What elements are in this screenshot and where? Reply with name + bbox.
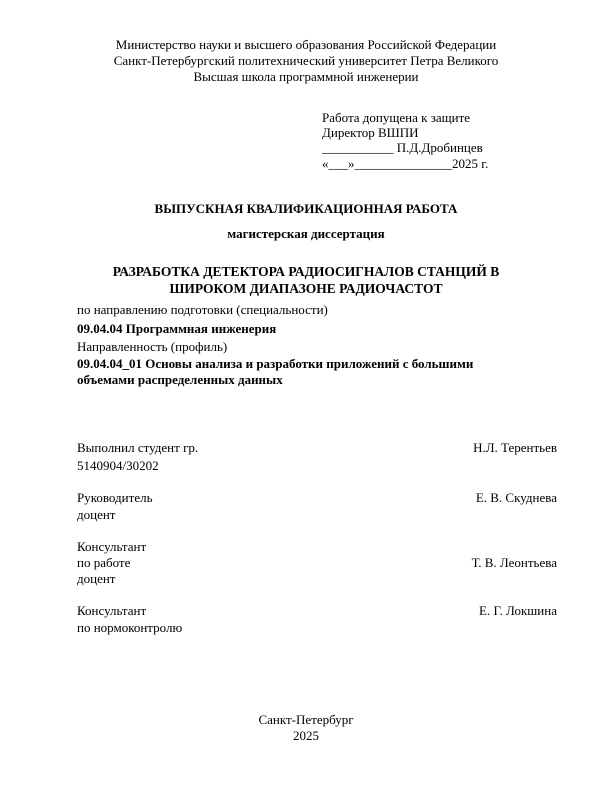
- profile-value-line-1: 09.04.04_01 Основы анализа и разработки приложений с большими: [77, 356, 474, 371]
- supervisor-role: Руководитель: [77, 490, 153, 505]
- approval-signature-line: ___________ П.Д.Дробинцев: [322, 140, 483, 155]
- normcontrol-name: Е. Г. Локшина: [479, 603, 557, 618]
- profile-value-line-2: объемами распределенных данных: [77, 372, 283, 387]
- normcontrol-role: Консультант: [77, 603, 147, 618]
- consultant-area: по работе: [77, 555, 131, 570]
- direction-label: по направлению подготовки (специальности): [77, 302, 328, 317]
- thesis-title-line-2: ШИРОКОМ ДИАПАЗОНЕ РАДИОЧАСТОТ: [169, 281, 443, 296]
- school-line: Высшая школа программной инженерии: [193, 69, 419, 84]
- approval-date-line: «___»_______________2025 г.: [322, 156, 489, 171]
- supervisor-name: Е. В. Скуднева: [475, 490, 557, 505]
- consultant-name: Т. В. Леонтьева: [471, 555, 557, 570]
- footer-city: Санкт-Петербург: [258, 712, 354, 727]
- thesis-title-line-1: РАЗРАБОТКА ДЕТЕКТОРА РАДИОСИГНАЛОВ СТАНЦИЙ В: [112, 264, 500, 279]
- ministry-line: Министерство науки и высшего образования Российской Федерации: [115, 37, 497, 52]
- student-group: 5140904/30202: [77, 458, 159, 473]
- profile-label: Направленность (профиль): [77, 339, 228, 354]
- direction-value: 09.04.04 Программная инженерия: [77, 321, 277, 336]
- approval-line-1: Работа допущена к защите: [322, 110, 471, 125]
- footer-year: 2025: [293, 728, 319, 743]
- approval-line-2: Директор ВШПИ: [322, 125, 419, 140]
- student-name: Н.Л. Терентьев: [473, 440, 557, 455]
- work-type-heading: ВЫПУСКНАЯ КВАЛИФИКАЦИОННАЯ РАБОТА: [154, 201, 458, 216]
- supervisor-title: доцент: [77, 507, 116, 522]
- normcontrol-area: по нормоконтролю: [77, 620, 183, 635]
- student-role: Выполнил студент гр.: [77, 440, 199, 455]
- university-line: Санкт-Петербургский политехнический университет Петра Великого: [113, 53, 499, 68]
- work-subtype-heading: магистерская диссертация: [227, 226, 385, 241]
- consultant-role: Консультант: [77, 539, 147, 554]
- consultant-title: доцент: [77, 571, 116, 586]
